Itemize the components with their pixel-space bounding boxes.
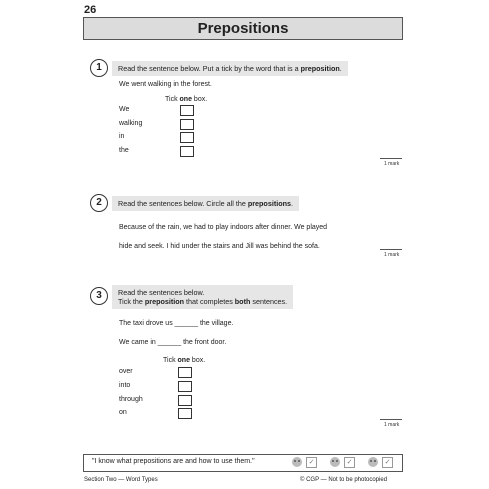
q3-tick-box-1[interactable] bbox=[178, 367, 192, 378]
q1-instr-end: . bbox=[339, 64, 342, 73]
happy-face-icon bbox=[368, 457, 378, 467]
question-3-instruction bbox=[112, 285, 293, 309]
q3-instr-c: that completes bbox=[184, 297, 235, 306]
q1-tick-c: box. bbox=[191, 96, 208, 103]
q1-tick-box-4[interactable] bbox=[180, 146, 194, 157]
q3-option-label: into bbox=[119, 382, 131, 389]
question-2-number: 2 bbox=[90, 194, 108, 212]
q3-tick-box-4[interactable] bbox=[178, 408, 192, 419]
q3-instr-line2 bbox=[118, 297, 287, 306]
q1-option-label: the bbox=[119, 147, 129, 154]
q3-instr-e: sentences. bbox=[250, 297, 288, 306]
neutral-face-icon bbox=[330, 457, 340, 467]
question-1-tick-label bbox=[165, 96, 207, 103]
self-assess-tick-3[interactable]: ✓ bbox=[382, 457, 393, 468]
q1-instr-bold: preposition bbox=[300, 64, 340, 73]
q3-instr-a: Tick the bbox=[118, 297, 145, 306]
question-3-tick-label bbox=[163, 357, 205, 364]
q2-mark-label: 1 mark bbox=[384, 252, 400, 258]
question-1-sentence: We went walking in the forest. bbox=[119, 81, 212, 88]
q3-mark-line bbox=[380, 419, 402, 420]
q2-instr-text: Read the sentences below. Circle all the bbox=[118, 199, 248, 208]
q3-option-label: through bbox=[119, 396, 143, 403]
q1-tick-box-3[interactable] bbox=[180, 132, 194, 143]
q3-instr-line1: Read the sentences below. bbox=[118, 288, 205, 297]
q1-mark-label: 1 mark bbox=[384, 161, 400, 167]
q3-instr-b: preposition bbox=[144, 297, 185, 306]
q1-tick-a: Tick bbox=[165, 96, 180, 103]
q3-option-label: over bbox=[119, 368, 133, 375]
q1-option-label: walking bbox=[119, 120, 143, 127]
q3-option-label: on bbox=[119, 409, 127, 416]
q3-tick-box-2[interactable] bbox=[178, 381, 192, 392]
question-3-sentence-2: We came in ______ the front door. bbox=[119, 339, 227, 346]
question-2-instruction bbox=[112, 196, 299, 211]
copyright-footer: © CGP — Not to be photocopied bbox=[300, 477, 388, 483]
q3-tick-b: one bbox=[177, 357, 190, 364]
page-number: 26 bbox=[84, 4, 97, 16]
sad-face-icon bbox=[292, 457, 302, 467]
q3-mark-label: 1 mark bbox=[384, 422, 400, 428]
section-footer: Section Two — Word Types bbox=[84, 477, 158, 483]
q3-instr-d: both bbox=[234, 297, 251, 306]
q2-instr-bold: prepositions bbox=[247, 199, 291, 208]
question-3-number: 3 bbox=[90, 287, 108, 305]
q1-tick-b: one bbox=[179, 96, 192, 103]
page-title: Prepositions bbox=[197, 20, 289, 37]
q1-tick-box-1[interactable] bbox=[180, 105, 194, 116]
title-banner bbox=[83, 17, 403, 40]
q1-option-label: We bbox=[119, 106, 130, 113]
q1-tick-box-2[interactable] bbox=[180, 119, 194, 130]
q3-tick-box-3[interactable] bbox=[178, 395, 192, 406]
question-2-passage-line-2: hide and seek. I hid under the stairs and Jill was behind the sofa. bbox=[119, 243, 320, 250]
q1-instr-text: Read the sentence below. Put a tick by the word that is a bbox=[118, 64, 301, 73]
self-assess-tick-2[interactable]: ✓ bbox=[344, 457, 355, 468]
self-assessment-quote: "I know what prepositions are and how to use them." bbox=[92, 458, 255, 465]
q3-tick-a: Tick bbox=[163, 357, 178, 364]
question-1-instruction bbox=[112, 61, 348, 76]
q1-option-label: in bbox=[119, 133, 125, 140]
q2-mark-line bbox=[380, 249, 402, 250]
q3-tick-c: box. bbox=[189, 357, 206, 364]
self-assess-tick-1[interactable]: ✓ bbox=[306, 457, 317, 468]
q2-instr-end: . bbox=[291, 199, 293, 208]
question-3-sentence-1: The taxi drove us ______ the village. bbox=[119, 320, 234, 327]
q1-mark-line bbox=[380, 158, 402, 159]
question-2-passage-line-1: Because of the rain, we had to play indoors after dinner. We played bbox=[119, 224, 328, 231]
question-1-number: 1 bbox=[90, 59, 108, 77]
